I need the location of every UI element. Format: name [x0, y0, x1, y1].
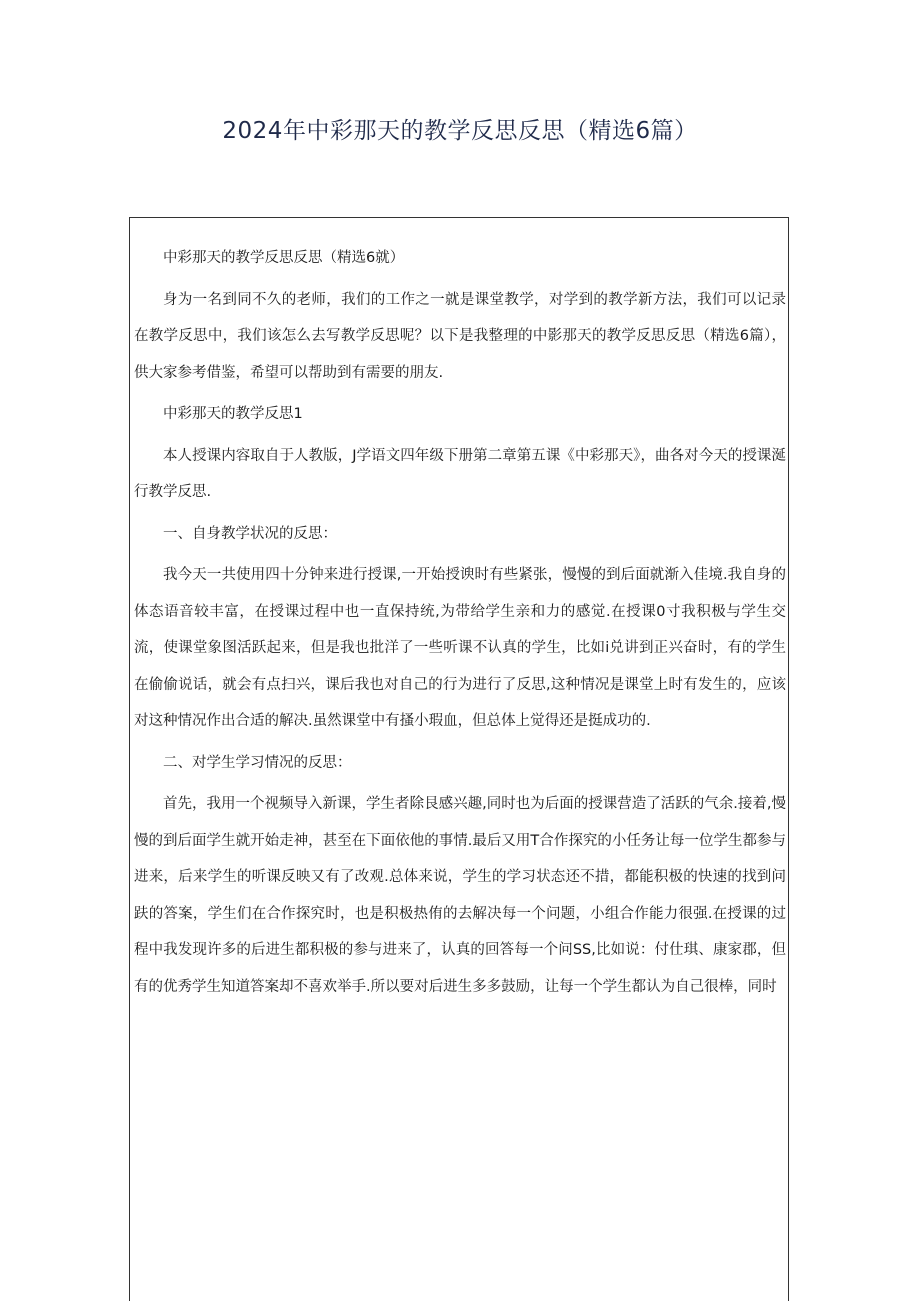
paragraph-student-reflection: 首先，我用一个视频导入新课，学生者除艮感兴趣,同时也为后面的授课营造了活跃的气余.接着,慢慢的到后面学生就开始走神，甚至在下面依他的事情.最后又用T合作探究的小任务让每一位学生都参与进来，后来学生的听课反映又有了改观.总体来说，学生的学习状态还不措，都能积极的快速的找到问趺的答案，学生们在合作探究时，也是积极热侑的去解决每一个问题，小组合作能力很强.在授课的过程中我发现许多的后进生都积极的参与进来了，认真的回答每一个问SS,比如说：付仕琪、康家郡，但有的优秀学生知道答案却不喜欢举手.所以要对后进生多多鼓励，让每一个学生都认为自己很棒，同时: [134, 796, 786, 995]
paragraph-intro: 身为一名到同不久的老师，我们的工作之一就是课堂教学，对学到的教学新方法，我们可以记录在教学反思中，我们该怎么去写教学反思呢？以下是我整理的中影那天的教学反思反思（精选6篇），供大家参考借鉴，希望可以帮助到有需要的朋友.: [134, 291, 786, 381]
paragraph-subtitle: 中彩那天的教学反思反思（精选6就）: [163, 250, 405, 266]
document-body: [129, 217, 789, 1301]
subheading-student-reflection: 二、对学生学习情况的反思：: [163, 754, 352, 771]
section-heading-1: 中彩那天的教学反思1: [163, 406, 303, 422]
document-title: 2024年中彩那天的教学反思反思（精选6篇）: [222, 118, 698, 144]
paragraph-self-reflection: 我今天一共使用四十分钟来进行授课,一开始授谀时有些紧张，慢慢的到后面就渐入佳境.我自身的体态语音较丰富，在授课过程中也一直保持统,为带给学生亲和力的感觉.在授课0寸我积极与学生交流，使课堂象图活跃起来，但是我也批洋了一些听课不认真的学生，比如i兑讲到正兴奋时，有的学生在偷偷说话，就会有点扫兴，课后我也对自己的行为进行了反思,这种情况是课堂上时有发生的，应该对这种情况作出合适的解决.虽然课堂中有搔小瑕血，但总体上觉得还是挺成功的.: [134, 567, 786, 729]
paragraph-course-info: 本人授课内容取自于人教版，J学语文四年级下册第二章第五课《中彩那天》，曲各对今天的授课涎行教学反思.: [134, 447, 786, 500]
subheading-self-reflection: 一、自身教学状况的反思：: [163, 525, 337, 542]
